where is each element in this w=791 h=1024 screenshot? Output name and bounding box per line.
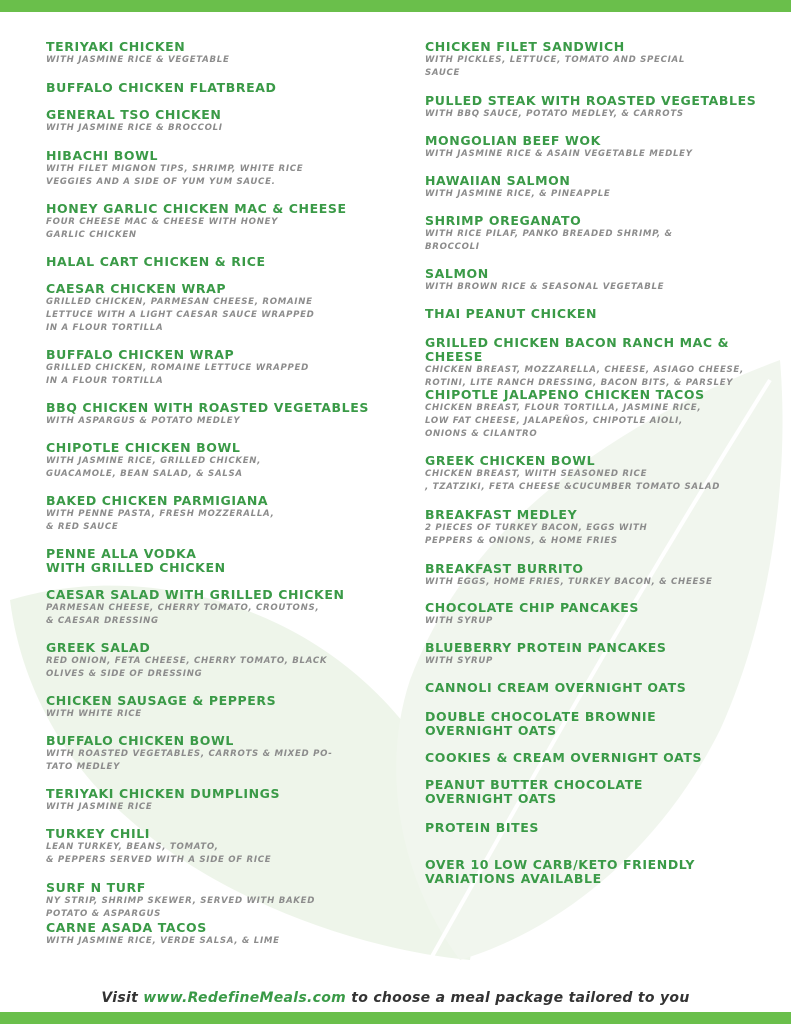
menu-item <box>425 751 702 765</box>
menu-item <box>46 202 347 242</box>
menu-item-title: BLUEBERRY PROTEIN PANCAKES <box>425 640 667 655</box>
menu-item-title: SALMON <box>425 266 489 281</box>
menu-item-title: CHICKEN FILET SANDWICH <box>425 39 625 54</box>
menu-item-description: WITH WHITE RICE <box>46 709 142 719</box>
menu-item <box>425 681 686 695</box>
menu-item-description: WITH JASMINE RICE, & PINEAPPLE <box>425 189 611 199</box>
menu-item-title: GENERAL TSO CHICKEN <box>46 107 222 122</box>
menu-item <box>46 494 274 534</box>
menu-item <box>425 858 695 886</box>
menu-item <box>46 149 303 189</box>
menu-item-description: FOUR CHEESE MAC & CHEESE WITH HONEY GARLIC CHICKEN <box>46 217 279 240</box>
menu-item <box>425 454 720 494</box>
menu-item <box>46 694 276 721</box>
menu-item <box>46 641 327 681</box>
menu-item-title: BUFFALO CHICKEN FLATBREAD <box>46 80 277 95</box>
menu-item-description: GRILLED CHICKEN, ROMAINE LETTUCE WRAPPED IN A FLOUR TORTILLA <box>46 363 309 386</box>
menu-item-title: DOUBLE CHOCOLATE BROWNIE OVERNIGHT OATS <box>425 709 657 738</box>
footer-suffix: to choose a meal package tailored to you <box>346 990 690 1006</box>
menu-item <box>425 94 756 121</box>
menu-item <box>425 134 693 161</box>
menu-item <box>46 348 309 388</box>
menu-item-title: CANNOLI CREAM OVERNIGHT OATS <box>425 680 687 695</box>
menu-item-title: PENNE ALLA VODKA WITH GRILLED CHICKEN <box>46 546 226 575</box>
menu-item <box>46 787 280 814</box>
menu-item-description: WITH PENNE PASTA, FRESH MOZZERALLA, & RED SAUCE <box>46 509 275 532</box>
menu-item-title: MONGOLIAN BEEF WOK <box>425 133 601 148</box>
menu-item-title: TERIYAKI CHICKEN DUMPLINGS <box>46 786 281 801</box>
menu-item-description: WITH RICE PILAF, PANKO BREADED SHRIMP, & BROCCOLI <box>425 229 673 252</box>
menu-item-description: WITH JASMINE RICE & VEGETABLE <box>46 55 230 65</box>
menu-item <box>425 40 685 80</box>
menu-item-description: WITH ROASTED VEGETABLES, CARROTS & MIXED PO- TATO MEDLEY <box>46 749 333 772</box>
menu-item <box>425 388 705 441</box>
menu-item <box>425 641 667 668</box>
bottom-accent-bar <box>0 1012 791 1024</box>
menu-item-title: TERIYAKI CHICKEN <box>46 39 186 54</box>
footer-prefix: Visit <box>101 990 144 1006</box>
menu-item <box>46 40 230 67</box>
menu-item <box>46 108 223 135</box>
menu-item-description: WITH ASPARGUS & POTATO MEDLEY <box>46 416 241 426</box>
menu-item <box>425 508 647 548</box>
menu-item <box>46 547 226 575</box>
menu-item-description: WITH SYRUP <box>425 616 494 626</box>
menu-item <box>46 921 280 948</box>
menu-item-description: CHICKEN BREAST, FLOUR TORTILLA, JASMINE RICE, LOW FAT CHEESE, JALAPEÑOS, CHIPOTLE AIOLI, ONIONS & CILANTRO <box>425 403 702 439</box>
menu-item-description: WITH JASMINE RICE & BROCCOLI <box>46 123 223 133</box>
menu-item-title: CHIPOTLE CHICKEN BOWL <box>46 440 241 455</box>
menu-item-description: CHICKEN BREAST, MOZZARELLA, CHEESE, ASIAGO CHEESE, ROTINI, LITE RANCH DRESSING, BACON BITS, & PARSLEY <box>425 365 744 388</box>
menu-item-description: CHICKEN BREAST, WIITH SEASONED RICE , TZATZIKI, FETA CHEESE &CUCUMBER TOMATO SALAD <box>425 469 721 492</box>
menu-item-title: SURF N TURF <box>46 880 146 895</box>
menu-item <box>425 307 597 321</box>
menu-item-title: CHIPOTLE JALAPENO CHICKEN TACOS <box>425 387 705 402</box>
menu-item <box>46 588 345 628</box>
menu-item-title: CARNE ASADA TACOS <box>46 920 207 935</box>
menu-item-title: GREEK CHICKEN BOWL <box>425 453 596 468</box>
menu-item-title: BUFFALO CHICKEN WRAP <box>46 347 235 362</box>
menu-item-description: WITH JASMINE RICE <box>46 802 153 812</box>
menu-item-description: 2 PIECES OF TURKEY BACON, EGGS WITH PEPPERS & ONIONS, & HOME FRIES <box>425 523 648 546</box>
menu-item-description: WITH JASMINE RICE, GRILLED CHICKEN, GUACAMOLE, BEAN SALAD, & SALSA <box>46 456 262 479</box>
menu-item <box>425 821 539 835</box>
menu-item-title: COOKIES & CREAM OVERNIGHT OATS <box>425 750 703 765</box>
menu-item-title: GRILLED CHICKEN BACON RANCH MAC & CHEESE <box>425 335 730 364</box>
menu-item-description: WITH BROWN RICE & SEASONAL VEGETABLE <box>425 282 665 292</box>
menu-item <box>425 778 643 806</box>
menu-item-description: WITH FILET MIGNON TIPS, SHRIMP, WHITE RICE VEGGIES AND A SIDE OF YUM YUM SAUCE. <box>46 164 304 187</box>
menu-item-description: LEAN TURKEY, BEANS, TOMATO, & PEPPERS SERVED WITH A SIDE OF RICE <box>46 842 272 865</box>
menu-item-title: OVER 10 LOW CARB/KETO FRIENDLY VARIATIONS AVAILABLE <box>425 857 696 886</box>
menu-item-title: SHRIMP OREGANATO <box>425 213 582 228</box>
menu-item <box>425 267 664 294</box>
menu-item-description: WITH BBQ SAUCE, POTATO MEDLEY, & CARROTS <box>425 109 684 119</box>
menu-item <box>425 174 610 201</box>
menu-item-title: CAESAR SALAD WITH GRILLED CHICKEN <box>46 587 345 602</box>
menu-item-title: PROTEIN BITES <box>425 820 539 835</box>
menu-item <box>46 827 271 867</box>
menu-item-title: THAI PEANUT CHICKEN <box>425 306 598 321</box>
menu-item-description: WITH JASMINE RICE, VERDE SALSA, & LIME <box>46 936 280 946</box>
menu-item-title: PEANUT BUTTER CHOCOLATE OVERNIGHT OATS <box>425 777 643 806</box>
menu-item-description: NY STRIP, SHRIMP SKEWER, SERVED WITH BAKED POTATO & ASPARGUS <box>46 896 316 919</box>
menu-item-title: BREAKFAST MEDLEY <box>425 507 578 522</box>
menu-item <box>46 734 333 774</box>
menu-item-title: HIBACHI BOWL <box>46 148 159 163</box>
menu-item-title: BREAKFAST BURRITO <box>425 561 584 576</box>
menu-item-description: WITH SYRUP <box>425 656 494 666</box>
menu-item <box>46 81 276 95</box>
menu-item <box>425 214 673 254</box>
menu-item-title: HAWAIIAN SALMON <box>425 173 571 188</box>
menu-item <box>425 601 639 628</box>
website-link[interactable]: www.RedefineMeals.com <box>143 990 347 1006</box>
menu-item-title: HALAL CART CHICKEN & RICE <box>46 254 266 269</box>
menu-item <box>46 881 315 921</box>
menu-item <box>425 336 775 390</box>
menu-item <box>46 255 266 269</box>
menu-item-description: PARMESAN CHEESE, CHERRY TOMATO, CROUTONS, & CAESAR DRESSING <box>46 603 320 626</box>
menu-item-description: GRILLED CHICKEN, PARMESAN CHEESE, ROMAINE LETTUCE WITH A LIGHT CAESAR SAUCE WRAPPED IN A FLOUR TORTILLA <box>46 297 315 333</box>
menu-item <box>46 441 261 481</box>
menu-item-title: HONEY GARLIC CHICKEN MAC & CHEESE <box>46 201 347 216</box>
menu-item-title: BAKED CHICKEN PARMIGIANA <box>46 493 269 508</box>
footer-cta <box>0 990 791 1006</box>
menu-item-description: RED ONION, FETA CHEESE, CHERRY TOMATO, BLACK OLIVES & SIDE OF DRESSING <box>46 656 328 679</box>
menu-item-title: CAESAR CHICKEN WRAP <box>46 281 227 296</box>
menu-item <box>425 562 713 589</box>
menu-item-title: TURKEY CHILI <box>46 826 151 841</box>
menu-item-description: WITH JASMINE RICE & ASAIN VEGETABLE MEDLEY <box>425 149 693 159</box>
menu-item <box>46 282 314 335</box>
menu-item-title: CHOCOLATE CHIP PANCAKES <box>425 600 639 615</box>
menu-item-title: PULLED STEAK WITH ROASTED VEGETABLES <box>425 93 757 108</box>
menu-item <box>425 710 656 738</box>
menu-item-title: BBQ CHICKEN WITH ROASTED VEGETABLES <box>46 400 369 415</box>
menu-item-title: GREEK SALAD <box>46 640 151 655</box>
menu-item <box>46 401 369 428</box>
menu-item-title: CHICKEN SAUSAGE & PEPPERS <box>46 693 277 708</box>
menu-item-description: WITH EGGS, HOME FRIES, TURKEY BACON, & CHEESE <box>425 577 713 587</box>
menu-item-title: BUFFALO CHICKEN BOWL <box>46 733 234 748</box>
menu-item-description: WITH PICKLES, LETTUCE, TOMATO AND SPECIAL SAUCE <box>425 55 686 78</box>
